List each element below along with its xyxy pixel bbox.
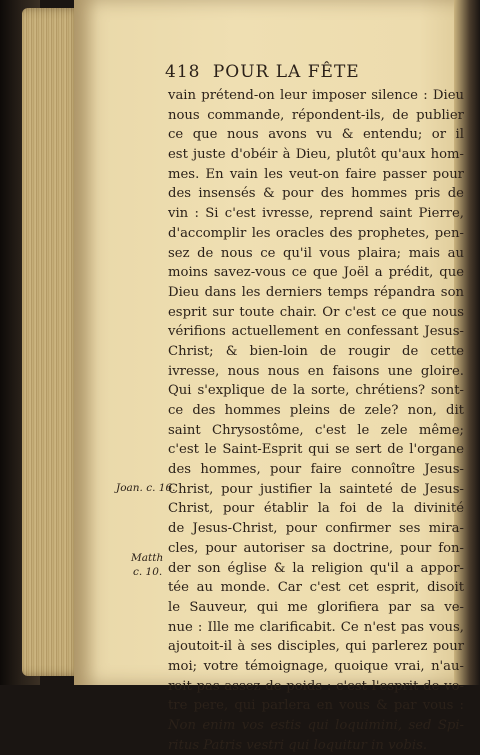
running-header — [165, 62, 445, 86]
text-line: roit pas assez de poids : c'est l'esprit de vo- — [168, 678, 464, 694]
text-line: esprit sur toute chair. Or c'est ce que nous — [168, 304, 464, 320]
text-line: nous commande, répondent-ils, de publier — [168, 107, 464, 123]
text-line: ajoutoit-il à ses disciples, qui parlerez pour — [168, 639, 464, 655]
text-line: ce des hommes pleins de zele? non, dit — [168, 403, 464, 418]
text-line: Christ, pour établir la foi de la divinité — [168, 501, 464, 517]
text-line: vain prétend-on leur imposer silence : Dieu — [168, 88, 464, 103]
text-line: ce que nous avons vu & entendu; or il — [168, 127, 464, 143]
text-line: des hommes, pour faire connoître Jesus- — [168, 462, 464, 478]
text-line: c'est le Saint-Esprit qui se sert de l'organe — [168, 442, 464, 458]
text-line: Qui s'explique de la sorte, chrétiens? sont- — [168, 383, 464, 399]
text-line: tée au monde. Car c'est cet esprit, disoit — [168, 580, 464, 596]
text-line: cles, pour autoriser sa doctrine, pour fon- — [168, 540, 464, 556]
text-line: vin : Si c'est ivresse, reprend saint Pierre, — [168, 206, 464, 222]
text-line: der son église & la religion qu'il a appor- — [168, 560, 464, 576]
text-line: Christ; & bien-loin de rougir de cette — [168, 343, 464, 359]
text-line: tre pere, qui parlera en vous & par vous : — [168, 698, 464, 714]
text-line: sez de nous ce qu'il vous plaira; mais au — [168, 245, 464, 261]
text-line: d'accomplir les oracles des prophetes, pen- — [168, 225, 464, 241]
text-line: mes. En vain les veut-on faire passer pour — [168, 166, 464, 182]
text-line: est juste d'obéir à Dieu, plutôt qu'aux hom- — [168, 147, 464, 163]
text-line: vérifions actuellement en confessant Jesus- — [168, 324, 464, 340]
running-title: POUR LA FÊTE — [212, 62, 360, 82]
margin-note-joan: Joan. c. 16. — [116, 482, 176, 494]
text-line: moins savez-vous ce que Joël a prédit, que — [168, 265, 464, 281]
text-line-latin: ritus Patris vestri qui loquitur in vobis. — [168, 737, 428, 753]
body-text — [168, 86, 464, 755]
text-line: des insensés & pour des hommes pris de — [168, 186, 464, 202]
text-line: saint Chrysostôme, c'est le zele même; — [168, 422, 464, 438]
text-line-latin: Non enim vos estis qui loquimini, sed Spi- — [168, 718, 464, 733]
text-line: de Jesus-Christ, pour confirmer ses mira- — [168, 521, 464, 537]
text-line: ivresse, nous nous en faisons une gloire. — [168, 363, 464, 379]
text-line: nue : Ille me clarificabit. Ce n'est pas vous, — [168, 619, 464, 635]
text-line: Christ, pour justifier la sainteté de Jesus- — [168, 481, 464, 497]
margin-note-matth: Matth — [131, 552, 164, 564]
page-number: 418 — [165, 62, 201, 82]
margin-note-matth-chapter: c. 10. — [133, 566, 163, 578]
text-line: Dieu dans les derniers temps répandra son — [168, 284, 464, 300]
text-line: le Sauveur, qui me glorifiera par sa ve- — [168, 599, 464, 615]
text-line: moi; votre témoignage, quoique vrai, n'au- — [168, 658, 464, 674]
